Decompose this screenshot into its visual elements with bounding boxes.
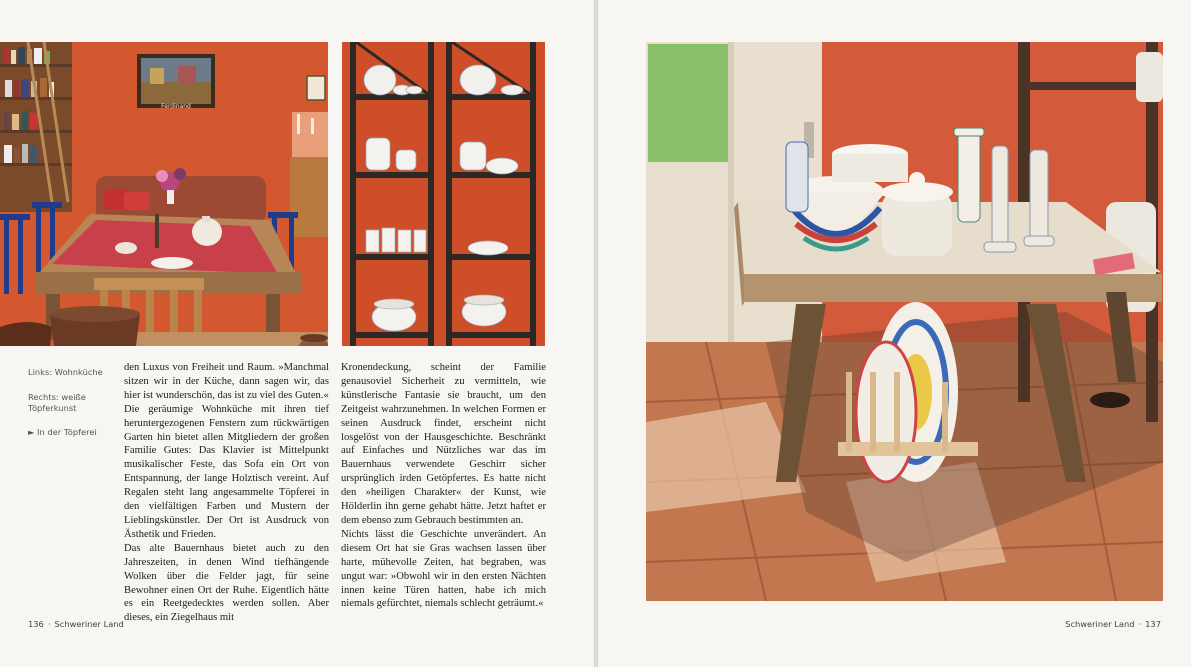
pottery-illustration <box>646 42 1163 601</box>
caption-reference-text: In der Töpferei <box>37 427 97 437</box>
running-title-right: Schweriner Land <box>1065 619 1135 629</box>
caption-right-photo: Rechts: weiße Töpferkunst <box>28 392 86 413</box>
photo-shelves <box>342 42 545 346</box>
caption-reference <box>28 427 97 438</box>
folio-right <box>1065 619 1161 629</box>
left-page <box>0 0 594 667</box>
folio-left <box>28 619 124 629</box>
kitchen-illustration <box>0 42 328 346</box>
paragraph: Das alte Bauernhaus bietet auch zu den Jahreszeiten, in denen Wind tiefhängende Wolken über die Felder jagt, für seine Bewohner einen Ort der Ruhe. Eigentlich hätte es ein Reetgedecktes werden sollen. Aber dieses, ein Ziegelhaus mit <box>124 542 329 624</box>
paragraph: den Luxus von Freiheit und Raum. »Manchmal sitzen wir in der Küche, dann sagen wir, das hier ist wunderschön, das ist zu viel des Guten.« <box>124 362 329 401</box>
painting-caption-text: Ferdinand <box>161 103 191 110</box>
photo-kitchen <box>0 42 328 346</box>
page-number-right: 137 <box>1145 619 1161 629</box>
running-title-left: Schweriner Land <box>54 619 124 629</box>
caption-left-photo: Links: Wohnküche <box>28 367 103 377</box>
body-column-1 <box>124 361 329 625</box>
body-column-2 <box>341 361 546 611</box>
paragraph: Kronendeckung, scheint der Familie genausoviel Sicherheit zu vermitteln, wie künstlerische Fantasie sie braucht, um den Zeitgeist wahrzunehmen. In welchen Formen er seinen Ausdruck findet, erscheint nicht losgelöst von der Hausgeschichte. Beschränkt auf Einfaches und Nützliches war das im Bauernhaus verwendete Geschirr sicher ursprünglich irden Getöpfertes. Es hatte nicht den »heiligen Charakter« der Kunst, wie Hölderlin ihn gerne gehabt hätte. Jetzt haftet er dem ebenso zum Gebrauch bestimmten an. <box>341 362 546 526</box>
page-number-left: 136 <box>28 619 44 629</box>
shelves-illustration <box>342 42 545 346</box>
paragraph: Nichts lässt die Geschichte unverändert. An diesem Ort hat sie Gras wachsen lassen über harte, mühevolle Zeiten, hat begraben, was ungut war: »Obwohl wir in den ersten Nächten innen keine Türen hatten, habe ich mich niemals gefürchtet, niemals schlecht geträumt.« <box>341 528 546 610</box>
arrow-right-icon: ► <box>28 427 35 437</box>
paragraph: Die geräumige Wohnküche mit ihren tief heruntergezogenen Fenstern zum rückwärtigen Garten hin bietet allen Mitgliedern der großen Familie Gutes: Das Klavier ist Mittelpunkt musikalischer Feste, das Sofa ein Ort von Entspannung, der lange Holztisch vereint. Auf Regalen steht lang angesammelte Töpferei in den vielfältigen Farben und Mustern der Lieblingskünstler. Der Ort ist Ausdruck von Ästhetik und Frieden. <box>124 403 329 540</box>
folio-separator: · <box>47 619 51 629</box>
folio-separator: · <box>1138 619 1142 629</box>
photo-pottery-table <box>646 42 1163 601</box>
